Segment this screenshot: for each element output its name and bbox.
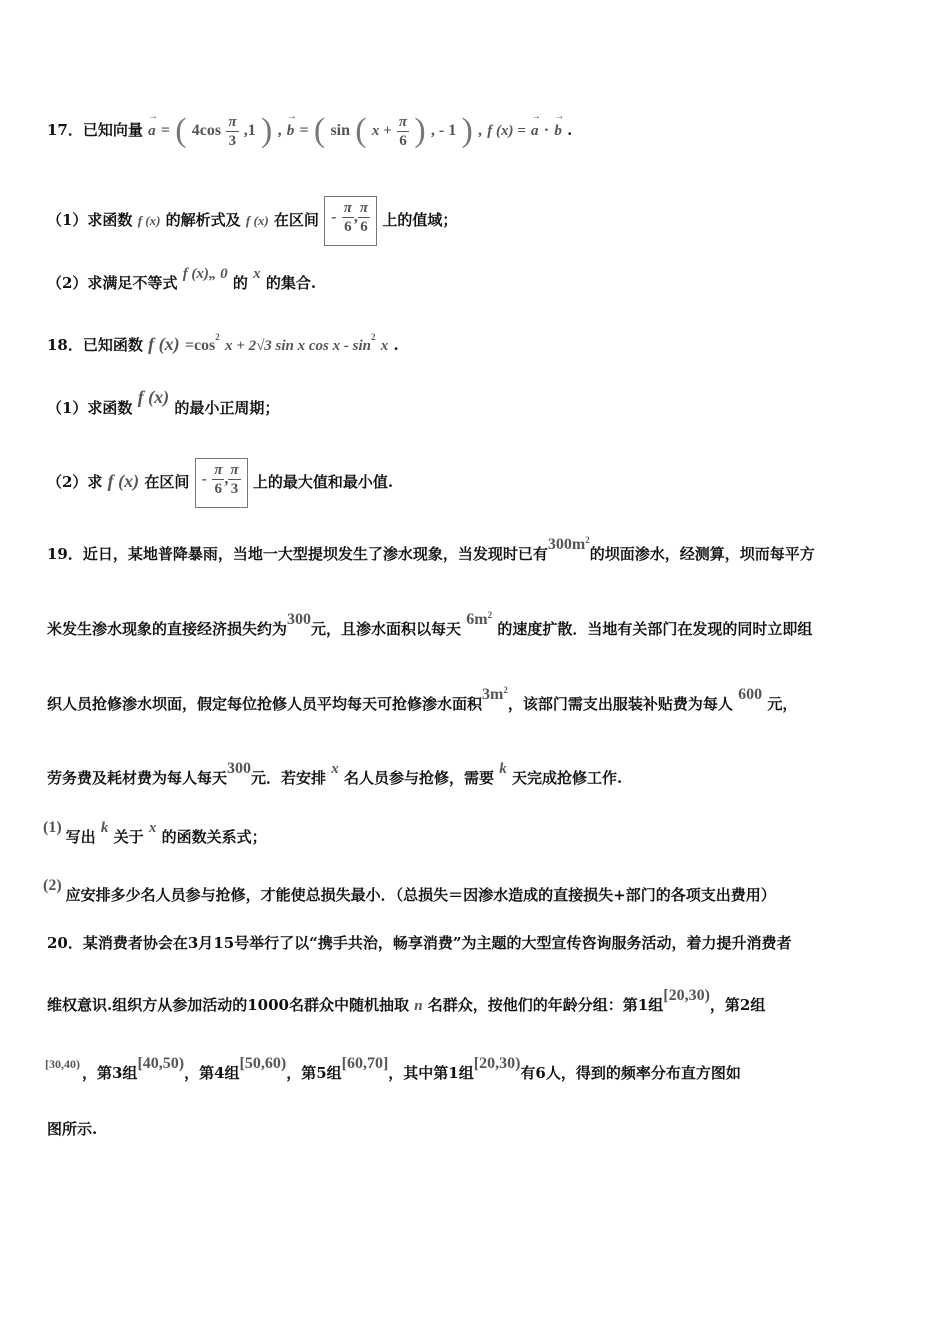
q18-label: 18．已知函数 [47, 336, 143, 354]
cos-term: 4cos [191, 122, 222, 139]
q20-text-3c: ，第5组 [286, 1064, 342, 1082]
q19-p2-text: 应安排多少名人员参与抢修，才能使总损失最小．（总损失＝因渗水造成的直接损失+部门的各项支出费用） [65, 886, 776, 904]
q19-text-3c: 元， [767, 695, 798, 713]
exponent: 2 [215, 332, 220, 342]
var-k: k [100, 820, 109, 836]
frac-numerator: π [343, 200, 352, 216]
q19-line3 [47, 685, 798, 714]
q19-text-1a: 19．近日，某地普降暴雨，当地一大型提坝发生了渗水现象，当发现时已有 [47, 545, 548, 563]
q18-p2-interval-text: 在区间 [144, 473, 190, 491]
q20-text-3d: ，其中第1组 [388, 1064, 474, 1082]
part-number: (2) [43, 877, 62, 894]
f-of-x-2: f (x) [245, 213, 269, 228]
var-x: x [331, 761, 339, 777]
minus-sign: - [201, 470, 207, 488]
group-3-range: [40,50) [137, 1055, 185, 1072]
q18-p1-label: （1）求函数 [47, 399, 133, 417]
frac-denominator: 3 [228, 132, 237, 149]
area-300: 300m [547, 536, 586, 553]
q17-p1-label: （1）求函数 [47, 211, 133, 229]
q20-text-3e: 有6人，得到的频率分布直方图如 [520, 1064, 741, 1082]
q19-text-3a: 织人员抢修渗水坝面，假定每位抢修人员平均每天可抢修渗水面积 [47, 695, 483, 713]
equals-sign: = [160, 122, 170, 139]
exponent: 2 [487, 610, 493, 620]
comma-2: , [478, 122, 482, 139]
comma: , [224, 470, 229, 488]
q19-text-2b: 元，且渗水面积以每天 [311, 620, 462, 638]
close-paren-2: ) [461, 112, 473, 149]
close-paren-3: ) [414, 112, 426, 149]
open-paren-2: ( [313, 112, 326, 149]
frac-numerator: π [228, 113, 237, 130]
q18-p2-label: （2）求 [47, 473, 103, 491]
group-4-range: [50,60) [239, 1055, 287, 1072]
value-300: 300 [287, 611, 312, 628]
q18-line [47, 334, 399, 355]
q18-part2 [47, 458, 393, 508]
group-1-range-2: [20,30) [473, 1055, 521, 1072]
dot-product: · [543, 122, 550, 139]
q19-part1 [43, 819, 267, 847]
q19-text-3b: ，该部门需支出服装补贴费为每人 [507, 695, 733, 713]
interval-bracket [324, 196, 377, 246]
period: . [393, 336, 399, 354]
q17-p1-mid: 的解析式及 [165, 211, 241, 229]
frac-numerator: π [230, 462, 239, 478]
area-3: 3m [482, 686, 504, 703]
pi-over-6 [212, 461, 224, 498]
open-paren: ( [175, 112, 187, 149]
area-6: 6m [466, 611, 488, 628]
q20-line2 [47, 987, 766, 1015]
q20-text-1: 20．某消费者协会在3月15号举行了以“携手共治，畅享消费”为主题的大型宣传咨询服务活动，着力提升消费者 [47, 934, 792, 952]
frac-numerator: π [398, 113, 408, 130]
q20-line4 [47, 1118, 97, 1139]
q20-text-3a: ，第3组 [82, 1064, 138, 1082]
q19-p1-c: 的函数关系式； [161, 828, 267, 846]
group-1-range: [20,30) [663, 987, 710, 1004]
q19-line2 [47, 610, 813, 639]
pi-over-3 [226, 113, 238, 150]
vector-b-2: → b [554, 123, 562, 139]
f-of-x: f (x) = [487, 123, 526, 139]
vector-a: → a [148, 123, 156, 139]
frac-denominator: 6 [344, 219, 352, 235]
vector-a-2: → a [531, 123, 539, 139]
f-of-x: f (x) [107, 471, 140, 491]
q20-text-2c: ，第2组 [709, 996, 766, 1014]
q19-text-1b: 的坝面渗水，经测算，坝而每平方 [589, 545, 815, 563]
value-300: 300 [227, 760, 252, 777]
q18-p1-tail: 的最小正周期； [174, 399, 280, 417]
q17-p2-tail: 的集合. [265, 274, 317, 292]
frac-denominator: 6 [399, 132, 407, 149]
vector-b: → b [287, 123, 295, 139]
close-paren: ) [261, 112, 273, 149]
pi-over-6-2 [358, 199, 370, 236]
equals-sign-2: = [299, 122, 309, 139]
q20-line1 [47, 932, 791, 953]
q20-text-4: 图所示. [47, 1120, 98, 1138]
exponent-2: 2 [370, 332, 376, 342]
q17-part1 [47, 196, 457, 246]
open-paren-3: ( [355, 112, 367, 149]
comma: , [353, 208, 358, 226]
q20-text-2b: 名群众，按他们的年龄分组：第1组 [427, 996, 664, 1014]
x-plus: x + [371, 123, 392, 139]
value-600: 600 [738, 686, 763, 703]
period: . [567, 121, 573, 139]
q17-p1-interval-text: 在区间 [273, 211, 319, 229]
q20-line3 [45, 1055, 741, 1083]
pi-over-6 [397, 113, 409, 150]
q17-line [47, 112, 572, 150]
frac-numerator: π [214, 462, 223, 478]
q19-p1-a: 写出 [65, 828, 96, 846]
frac-denominator: 6 [360, 219, 368, 235]
q19-text-4c: 名人员参与抢修，需要 [344, 769, 495, 787]
minus-sign: - [331, 208, 337, 226]
frac-denominator: 6 [214, 481, 223, 497]
frac-denominator: 3 [230, 481, 239, 497]
q17-p2-label: （2）求满足不等式 [47, 274, 178, 292]
q19-text-2a: 米发生渗水现象的直接经济损失约为 [47, 620, 288, 638]
q17-label: 17．已知向量 [47, 121, 143, 139]
f-of-x: f (x) [137, 213, 161, 228]
q17-part2 [47, 266, 317, 293]
inequality: f (x)„ 0 [182, 266, 228, 282]
var-n: n [414, 998, 423, 1014]
q20-text-3b: ，第4组 [184, 1064, 240, 1082]
q18-p2-tail: 上的最大值和最小值. [252, 473, 394, 491]
group-2-range: [30,40) [45, 1057, 80, 1071]
q17-p2-mid: 的 [232, 274, 248, 292]
eq-part2: x + 2√3 sin x cos x - sin [225, 338, 371, 354]
group-5-range: [60,70] [341, 1055, 389, 1072]
sin-term: sin [330, 122, 351, 139]
q19-line1 [47, 535, 815, 564]
exponent: 2 [503, 685, 508, 695]
var-x: x [253, 266, 261, 282]
pi-over-3 [228, 461, 240, 498]
q19-line4 [47, 760, 623, 788]
q19-text-4d: 天完成抢修工作. [511, 769, 623, 787]
frac-numerator: π [359, 200, 369, 216]
eq-part3: x [380, 338, 389, 354]
f-of-x: f (x) [148, 334, 180, 354]
var-x: x [148, 820, 157, 836]
q18-part1 [47, 387, 280, 418]
var-k: k [499, 761, 507, 777]
f-of-x: f (x) [137, 387, 170, 407]
pi-over-6 [342, 199, 354, 236]
q19-p1-b: 关于 [113, 828, 144, 846]
interval-bracket [195, 458, 248, 508]
part-number: (1) [43, 819, 62, 836]
q19-part2 [43, 877, 776, 905]
q19-text-4b: 元．若安排 [251, 769, 327, 787]
q17-p1-tail: 上的值域； [382, 211, 458, 229]
q19-text-4a: 劳务费及耗材费为每人每天 [47, 769, 228, 787]
comma: , [277, 122, 282, 139]
exponent: 2 [585, 535, 590, 545]
comma-one: ,1 [243, 122, 256, 139]
minus-one: , - 1 [430, 122, 457, 139]
q19-text-2c: 的速度扩散．当地有关部门在发现的同时立即组 [497, 620, 813, 638]
eq-part1: =cos [184, 337, 216, 354]
q20-text-2a: 维权意识.组织方从参加活动的1000名群众中随机抽取 [47, 996, 409, 1014]
